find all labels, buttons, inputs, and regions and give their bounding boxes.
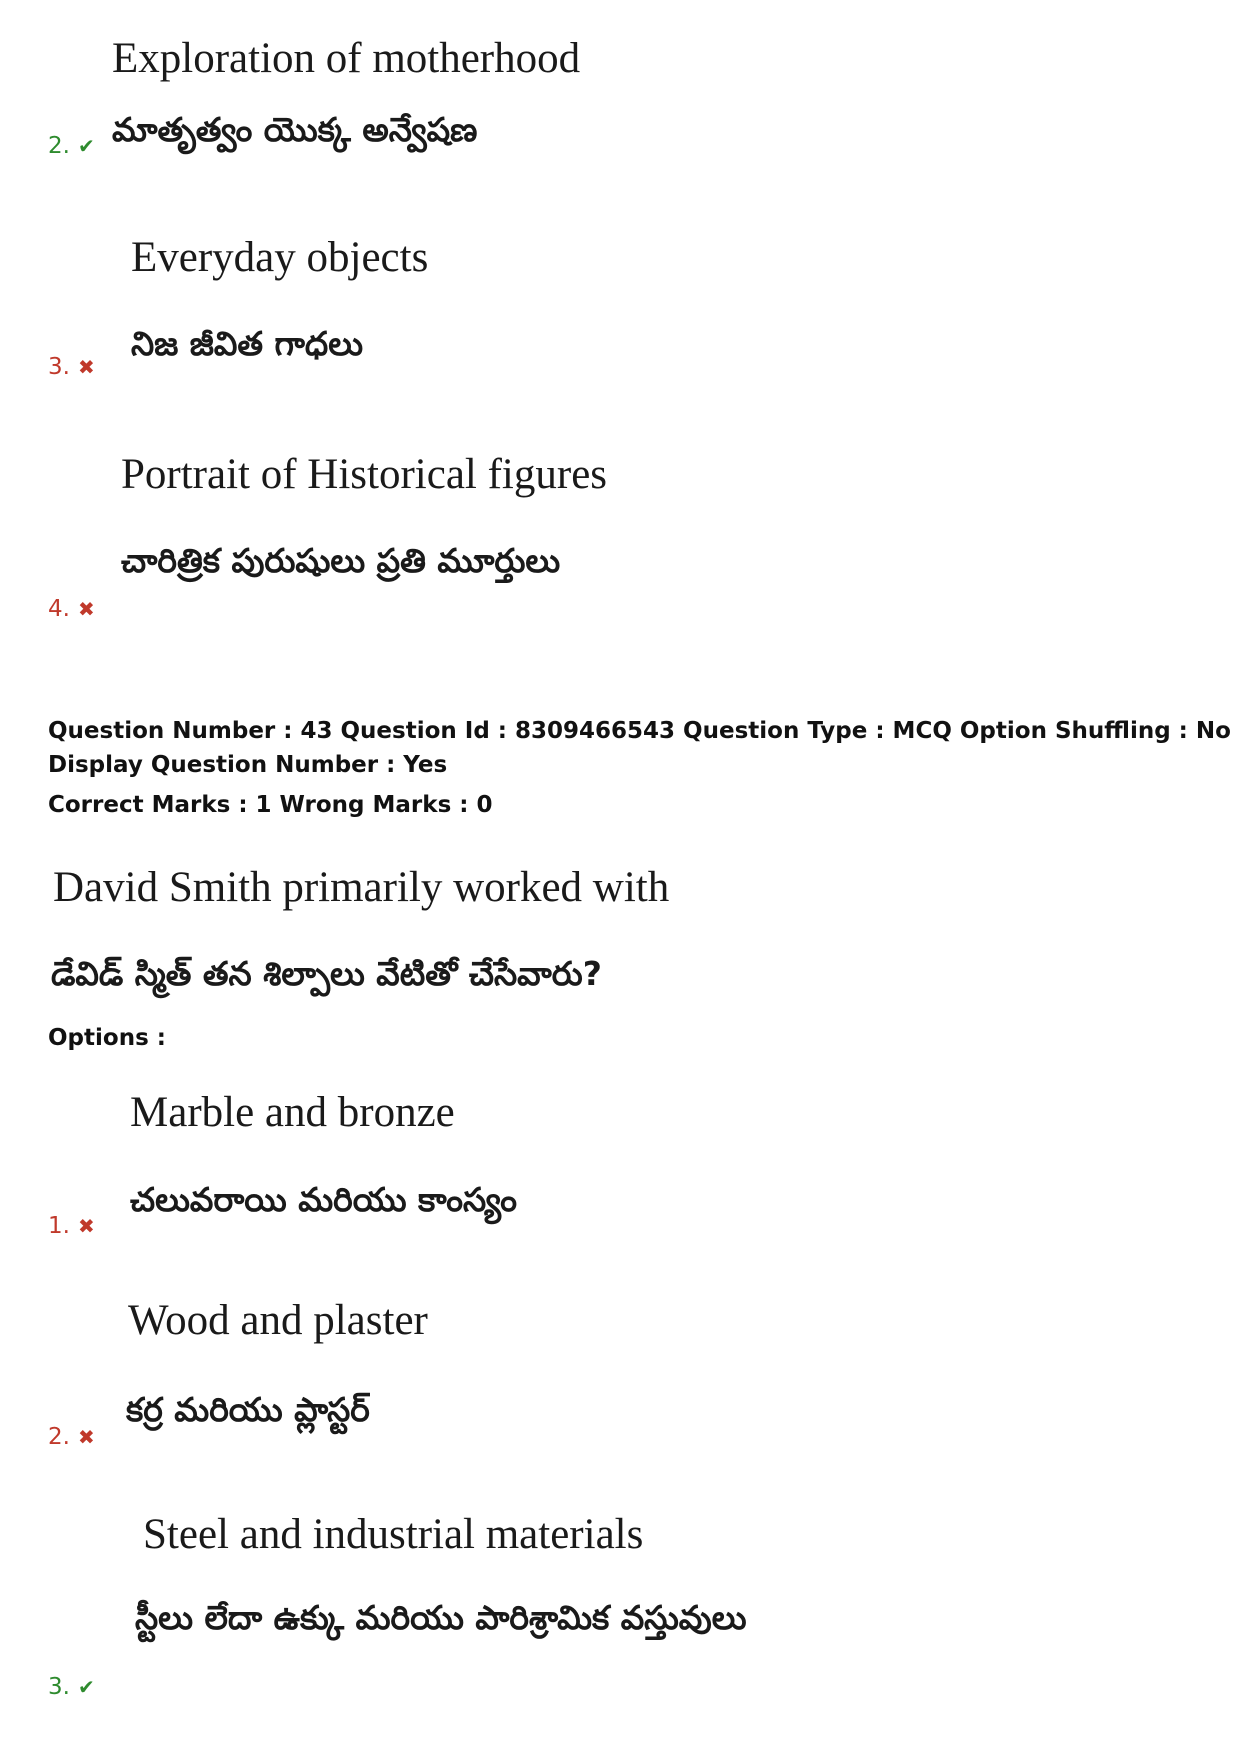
option-number-wrong <box>48 1213 95 1239</box>
options-label: Options : <box>48 1025 166 1051</box>
question-text-te: డేవిడ్ స్మిత్ తన శిల్పాలు వేటితో చేసేవారు? <box>51 954 602 993</box>
question-meta: Question Number : 43 Question Id : 8309466543 Question Type : MCQ Option Shuffling : No <box>48 718 1231 744</box>
question-text-en: David Smith primarily worked with <box>53 864 670 911</box>
option-text-en: Exploration of motherhood <box>112 35 581 82</box>
option-text-te: మాతృత్వం యొక్క అన్వేషణ <box>112 110 478 149</box>
option-text-te: చలువరాయి మరియు కాంస్యం <box>130 1180 517 1219</box>
option-text-te: చారిత్రిక పురుషులు ప్రతి మూర్తులు <box>121 541 561 580</box>
option-number: 3. <box>48 354 70 380</box>
option-number-wrong <box>48 354 95 380</box>
option-number-wrong <box>48 1424 95 1450</box>
option-text-te: నిజ జీవిత గాధలు <box>131 324 364 363</box>
cross-mark-icon: ✖ <box>77 1214 95 1238</box>
cross-mark-icon: ✖ <box>77 597 95 621</box>
option-text-te: స్టీలు లేదా ఉక్కు మరియు పారిశ్రామిక వస్తువులు <box>135 1598 747 1637</box>
option-text-en: Everyday objects <box>131 234 429 281</box>
option-number: 4. <box>48 596 70 622</box>
question-display-number: Display Question Number : Yes <box>48 752 448 778</box>
option-number: 2. <box>48 1424 70 1450</box>
option-text-en: Steel and industrial materials <box>143 1511 644 1558</box>
check-mark-icon: ✔ <box>77 1675 95 1699</box>
option-number: 1. <box>48 1213 70 1239</box>
option-text-te: కర్ర మరియు ప్లాస్టర్ <box>126 1390 370 1429</box>
question-marks: Correct Marks : 1 Wrong Marks : 0 <box>48 792 493 818</box>
option-number-correct <box>48 133 95 159</box>
cross-mark-icon: ✖ <box>77 1425 95 1449</box>
option-number: 2. <box>48 133 70 159</box>
option-number: 3. <box>48 1674 70 1700</box>
option-text-en: Wood and plaster <box>128 1297 428 1344</box>
check-mark-icon: ✔ <box>77 134 95 158</box>
option-number-wrong <box>48 596 95 622</box>
option-text-en: Portrait of Historical figures <box>121 451 608 498</box>
option-number-correct <box>48 1674 95 1700</box>
option-text-en: Marble and bronze <box>130 1089 455 1136</box>
cross-mark-icon: ✖ <box>77 355 95 379</box>
